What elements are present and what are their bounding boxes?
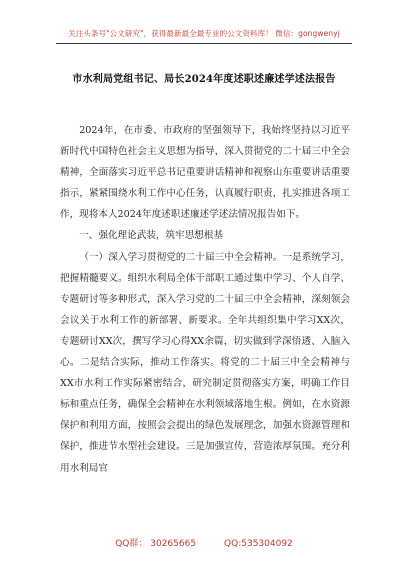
intro-paragraph: 2024年，在市委、市政府的坚强领导下，我始终坚持以习近平新时代中国特色社会主义思想为指导，深入贯彻党的二十届三中全会精神，全面落实习近平总书记重要讲话精神和视察山东重要讲话重要指示，紧紧围绕水利工作中心任务，认真履行职责，扎实推进各项工作，现将本人2024年度述职述廉述学述法情况报告如下。	[60, 125, 350, 221]
footer-qq: QQ:535304092	[224, 539, 293, 549]
document-body	[60, 120, 350, 479]
section-heading: 一、强化理论武装，筑牢思想根基	[79, 230, 224, 242]
document-title: 市水利局党组书记、局长2024年度述职述廉述学述法报告	[72, 74, 336, 85]
footer-contact	[0, 536, 408, 549]
header-promo-text: 关注头条号"公文研究"，获得最新最全最专业的公文资料库！ 微信：gongwenyj	[68, 29, 340, 38]
header-divider	[56, 43, 352, 44]
footer-qq-group: QQ群： 30265665	[115, 539, 197, 549]
body-paragraph: （一）深入学习贯彻党的二十届三中全会精神。一是系统学习，把握精髓要义。组织水利局全体干部职工通过集中学习、个人自学、专题研讨等多种形式，深入学习党的二十届三中全会精神，深刻领会会议关于水利工作的新部署、新要求。全年共组织集中学习XX次，专题研讨XX次，撰写学习心得XX余篇，切实做到学深悟透、入脑入心。二是结合实际，推动工作落实。将党的二十届三中全会精神与XX市水利工作实际紧密结合，研究制定贯彻落实方案，明确工作目标和重点任务，确保全会精神在水利领域落地生根。例如，在水资源保护和利用方面，按照会会提出的绿色发展理念，加强水资源管理和保护，推进节水型社会建设。三是加强宣传，营造浓厚氛围。充分利用水利局官	[60, 251, 350, 474]
